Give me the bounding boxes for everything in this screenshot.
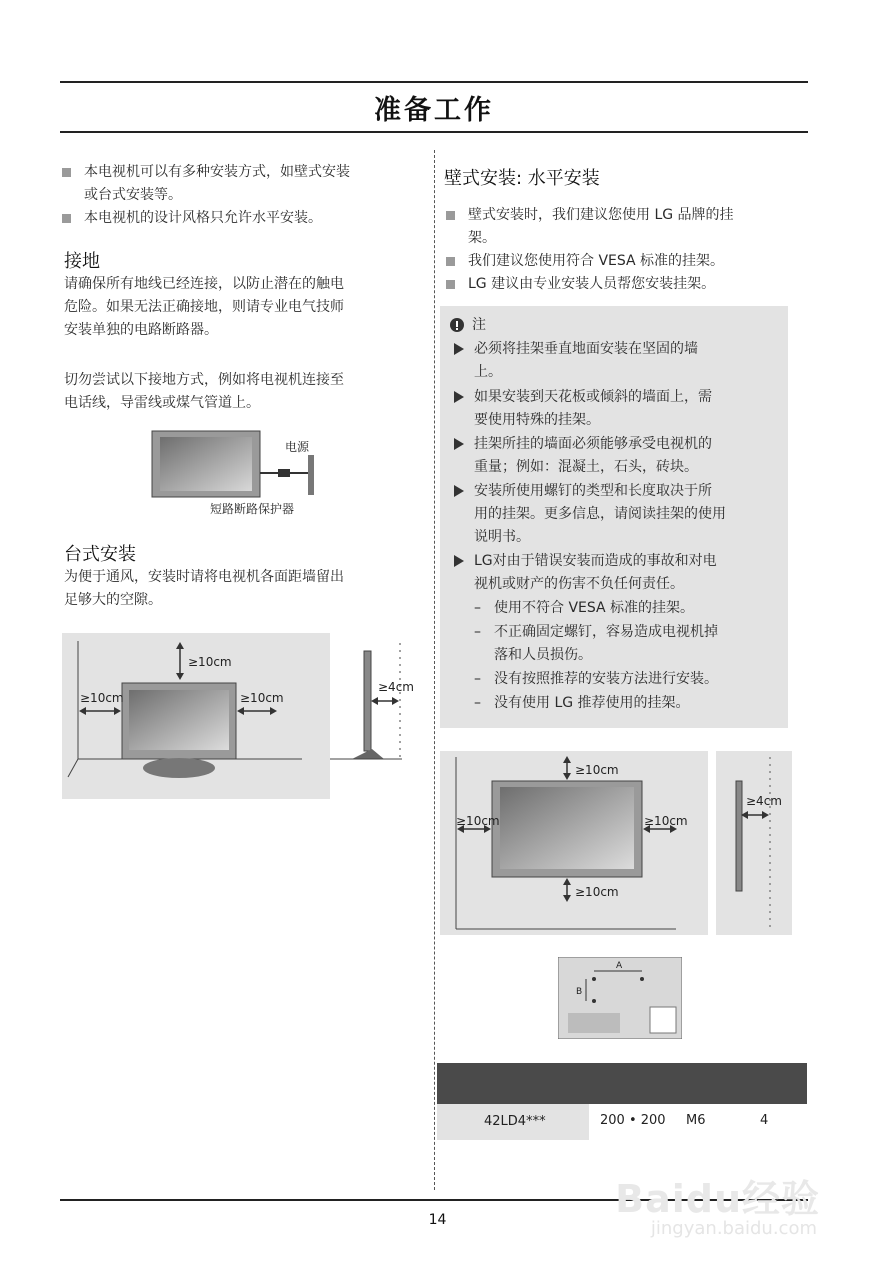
wall-bullet-3: LG 建议由专业安装人员帮您安装挂架。 — [446, 273, 818, 296]
note-item-1: 必须将挂架垂直地面安装在坚固的墙 上。 — [452, 338, 794, 384]
wall-top-clearance: ≥10cm — [575, 763, 619, 777]
warning-icon — [450, 318, 464, 332]
bullet-square-icon — [62, 214, 71, 223]
intro-bullet-1: 本电视机可以有多种安装方式，如壁式安装 或台式安装等。 — [62, 161, 434, 207]
screw-quantity: 4 — [760, 1113, 769, 1128]
desk-tv-screen — [129, 690, 229, 750]
bullet-square-icon — [446, 280, 455, 289]
model-name: 42LD4*** — [484, 1114, 546, 1129]
wall-tv-screen — [500, 787, 634, 869]
triangle-bullet-icon — [454, 555, 464, 567]
column-divider — [434, 150, 435, 1190]
note-subitem-2: – 不正确固定螺钉，容易造成电视机掉 落和人员损伤。 — [474, 624, 718, 663]
breaker-box — [278, 469, 290, 477]
bullet-square-icon — [446, 211, 455, 220]
desk-left-clearance: ≥10cm — [80, 691, 124, 705]
vesa-table-header — [437, 1063, 807, 1104]
breaker-label: 短路断路保护器 — [210, 502, 295, 516]
note-label: 注 — [472, 317, 486, 333]
triangle-bullet-icon — [454, 485, 464, 497]
wall-heading: 壁式安装: 水平安装 — [444, 168, 600, 189]
wall-left-clearance: ≥10cm — [456, 814, 500, 828]
tv-screen — [160, 437, 252, 491]
vesa-figure — [558, 957, 682, 1039]
desk-install-figure — [62, 633, 428, 799]
page-title: 准备工作 — [374, 95, 494, 126]
note-subitem-4: – 没有使用 LG 推荐使用的挂架。 — [474, 695, 690, 711]
top-rule — [60, 81, 808, 83]
bullet-square-icon — [446, 257, 455, 266]
grounding-figure — [140, 425, 340, 520]
note-item-2: 如果安装到天花板或倾斜的墙面上，需 要使用特殊的挂架。 — [452, 386, 794, 432]
wall-bullet-2: 我们建议您使用符合 VESA 标准的挂架。 — [446, 250, 818, 273]
watermark-url: jingyan.baidu.com — [650, 1218, 817, 1239]
wall-install-figure — [440, 751, 792, 935]
wall-bottom-clearance: ≥10cm — [575, 885, 619, 899]
grounding-paragraph-2: 切勿尝试以下接地方式，例如将电视机连接至 电话线，导雷线或煤气管道上。 — [64, 372, 344, 411]
wall-bullet-1: 壁式安装时，我们建议您使用 LG 品牌的挂 架。 — [446, 204, 818, 250]
note-item-3: 挂架所挂的墙面必须能够承受电视机的 重量；例如：混凝土，石头，砖块。 — [452, 433, 794, 479]
desk-side-clearance: ≥4cm — [378, 680, 414, 694]
desk-top-clearance: ≥10cm — [188, 655, 232, 669]
intro-bullet-2: 本电视机的设计风格只允许水平安装。 — [62, 207, 434, 230]
desk-tv-stand — [143, 758, 215, 778]
watermark: Baidu经验 — [615, 1177, 820, 1221]
desk-right-clearance: ≥10cm — [240, 691, 284, 705]
desk-side-view-bg — [330, 633, 428, 799]
triangle-bullet-icon — [454, 438, 464, 450]
note-box — [440, 306, 788, 728]
note-item-5: LG对由于错误安装而造成的事故和对电 视机或财产的伤害不负任何责任。 — [452, 550, 794, 596]
screw-size: M6 — [686, 1113, 706, 1128]
triangle-bullet-icon — [454, 391, 464, 403]
note-item-4: 安装所使用螺钉的类型和长度取决于所 用的挂架。更多信息，请阅读挂架的使用 说明书。 — [452, 480, 794, 549]
grounding-heading: 接地 — [64, 251, 100, 272]
wall-side-view-bg — [716, 751, 792, 935]
note-subitem-3: – 没有按照推荐的安装方法进行安装。 — [474, 671, 718, 687]
desk-heading: 台式安装 — [64, 544, 136, 565]
vesa-a-label: A — [616, 961, 623, 971]
wall-outlet — [308, 455, 314, 495]
bullet-square-icon — [62, 168, 71, 177]
power-label: 电源 — [285, 440, 310, 454]
vesa-size: 200 • 200 — [600, 1113, 666, 1128]
vesa-b-label: B — [576, 987, 583, 997]
grounding-paragraph-1: 请确保所有地线已经连接，以防止潜在的触电 危险。如果无法正确接地，则请专业电气技师 安装单独的电路断路器。 — [64, 276, 344, 338]
note-subitem-1: – 使用不符合 VESA 标准的挂架。 — [474, 600, 695, 616]
wall-right-clearance: ≥10cm — [644, 814, 688, 828]
page-number: 14 — [428, 1212, 447, 1228]
wall-side-clearance: ≥4cm — [746, 794, 782, 808]
desk-paragraph: 为便于通风，安装时请将电视机各面距墙留出 足够大的空隙。 — [64, 569, 344, 608]
title-rule — [60, 131, 808, 133]
triangle-bullet-icon — [454, 343, 464, 355]
